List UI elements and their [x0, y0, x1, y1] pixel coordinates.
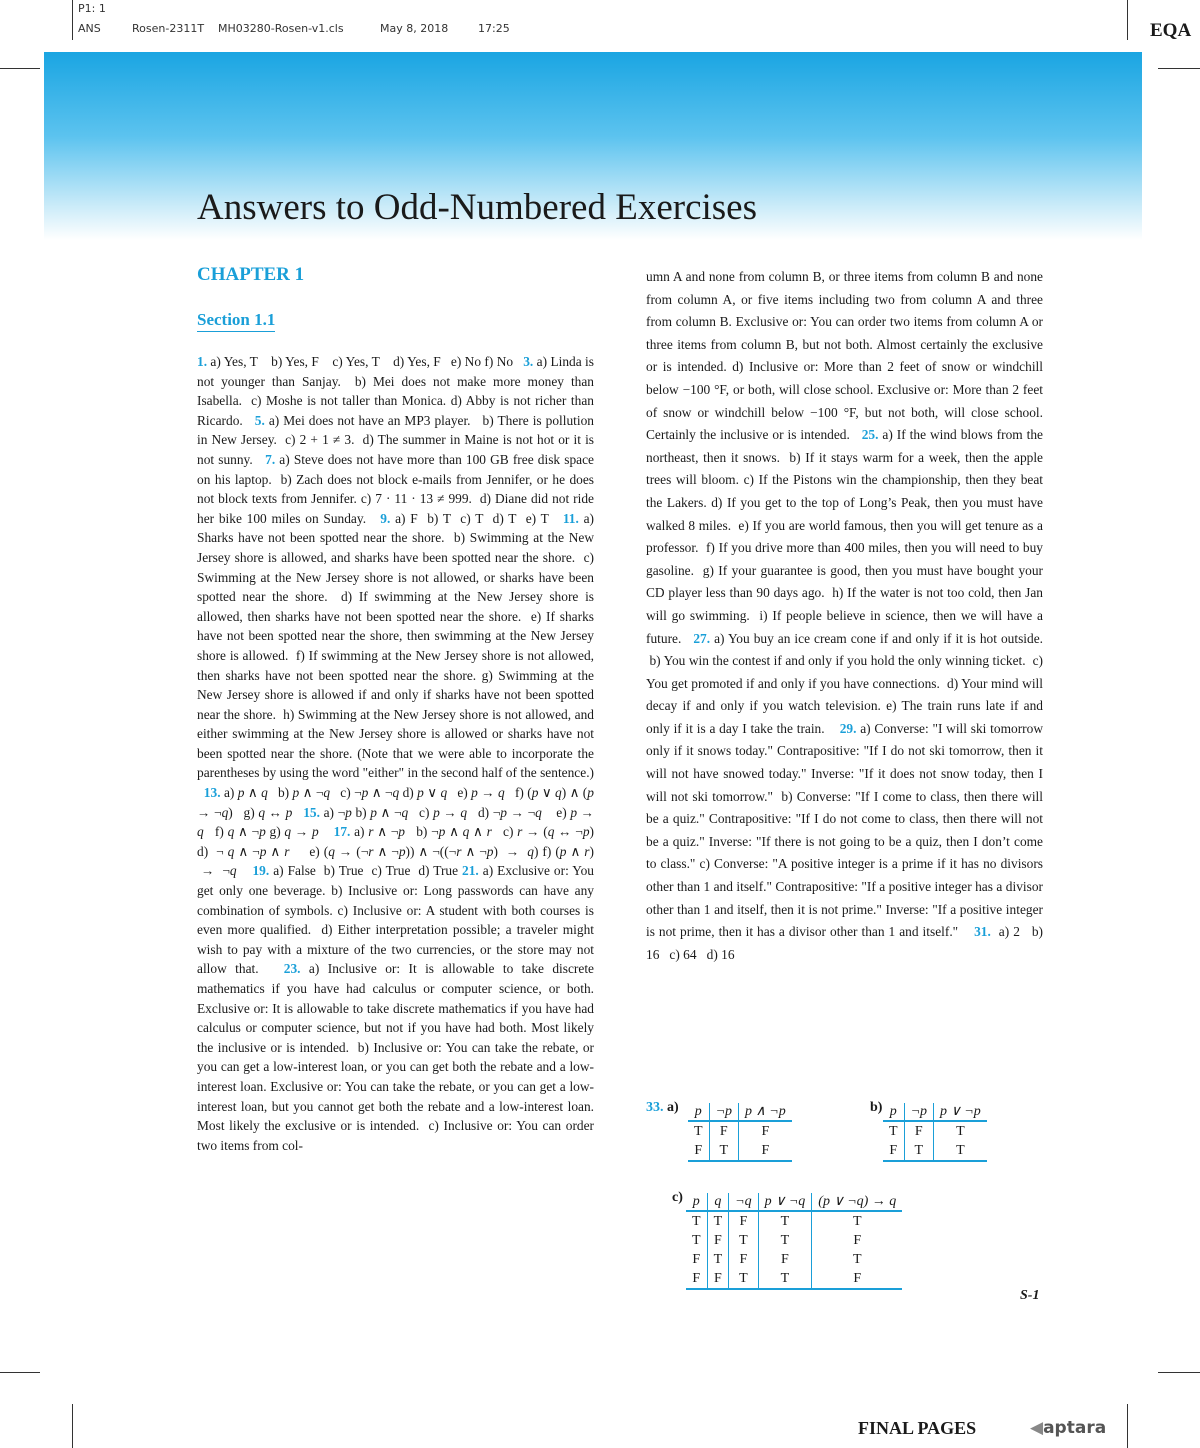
table-cell: F [692, 1252, 701, 1267]
header-ans: ANS [78, 22, 101, 35]
table-row [883, 1141, 987, 1161]
table-header-cell: p [883, 1103, 904, 1121]
table-header-cell: p [686, 1193, 707, 1211]
crop-mark [1127, 1404, 1128, 1448]
table-header-cell: p ∨ ¬q [758, 1193, 812, 1211]
section-heading: Section 1.1 [197, 310, 275, 332]
table-cell: F [707, 1269, 729, 1289]
table-header-cell: p ∨ ¬p [934, 1103, 987, 1121]
crop-mark [1158, 1372, 1200, 1373]
table-cell: T [934, 1141, 987, 1161]
table-cell: F [739, 1141, 792, 1161]
ex33-a-label: a) [667, 1100, 679, 1115]
aptara-logo: ◀aptara [1030, 1418, 1107, 1438]
table-cell: T [758, 1269, 812, 1289]
table-cell: T [758, 1211, 812, 1231]
answers-column-right: umn A and none from column B, or three items from column B and none from column A, or five items including two from column A and three from column B. Exclusive or: You can order two items from column A or three items from column B, but not both. Almost certainly the exclusive or is intended. d) Inclusive or: More than 2 feet of snow or windchill below −100 °F, or both, will close school. Exclusive or: More than 2 feet of snow or windchill below −100 °F, but not both, will close school. Certainly the inclusive or is intended. 25. a) If the wind blows from the northeast, then it snows. b) If it stays warm for a week, then the apple trees will bloom. c) If the Pistons win the championship, then they beat the Lakers. d) If you get to the top of Long’s Peak, then you must have walked 8 miles. e) If you are world famous, then you will get tenure as a professor. f) If you drive more than 400 miles, then you will need to buy gasoline. g) If your guarantee is good, then you must have bought your CD player less than 90 days ago. h) If the water is not too cold, then Jan will go swimming. i) If people believe in science, then we will have a future. 27. a) You buy an ice cream cone if and only if it is hot outside. b) You win the contest if and only if you hold the only winning ticket. c) You get promoted if and only if you have connections. d) Your mind will decay if and only if you watch television. e) The train runs late if and only if it is a day I take the train. 29. a) Converse: "I will ski tomorrow only if it snows today." Contrapositive: "If I do not ski tomorrow, then it will not have snowed today." Inverse: "If it does not snow today, then I will not ski tomorrow." b) Converse: "If I come to class, then there will be a quiz." Contrapositive: "If I do not come to class, then there will not be a quiz." Inverse: "If there is not going to be a quiz, then I don’t come to class." c) Converse: "A positive integer is a prime if it has no divisors other than 1 and itself." Contrapositive: "If a positive integer has a divisor other than 1 and itself, then it is not prime." Inverse: "If a positive integer is not prime, then it has a divisor other than 1 and itself." 31. a) 2 b) 16 c) 64 d) 16 [646, 269, 1043, 962]
truth-table-c [686, 1193, 902, 1290]
table-cell: F [758, 1250, 812, 1269]
table-row [686, 1211, 902, 1231]
table-cell: T [758, 1231, 812, 1250]
table-cell: F [688, 1141, 709, 1161]
table-cell: F [812, 1269, 903, 1289]
table-row [688, 1141, 792, 1161]
table-cell: F [707, 1231, 729, 1250]
table-header-cell: p [688, 1103, 709, 1121]
header-time: 17:25 [478, 22, 510, 35]
table-header-cell: (p ∨ ¬q) → q [812, 1193, 903, 1211]
crop-mark [72, 1404, 73, 1448]
crop-mark [72, 0, 73, 40]
table-cell: F [904, 1121, 933, 1141]
table-row [686, 1269, 902, 1289]
table-cell: T [707, 1211, 729, 1231]
table-cell: F [883, 1141, 904, 1161]
table-header-cell: ¬p [709, 1103, 738, 1121]
crop-mark [0, 1372, 40, 1373]
answers-column-left: 1. a) Yes, T b) Yes, F c) Yes, T d) Yes, F e) No f) No 3. a) Linda is not younger than Sanjay. b) Mei does not make more money than Isabella. c) Moshe is not taller than Monica. d) Abby is not richer than Ricardo. 5. a) Mei does not have an MP3 player. b) There is pollution in New Jersey. c) 2 + 1 ≠ 3. d) The summer in Maine is not hot or it is not sunny. 7. a) Steve does not have more than 100 GB free disk space on his laptop. b) Zach does not block e-mails from Jennifer, or he does not block texts from Jennifer. c) 7 · 11 · 13 ≠ 999. d) Diane did not ride her bike 100 miles on Sunday. 9. a) F b) T c) T d) T e) T 11. a) Sharks have not been spotted near the shore. b) Swimming at the New Jersey shore is allowed, and sharks have been spotted near the shore. c) Swimming at the New Jersey shore is not allowed, or sharks have been spotted near the shore. d) If swimming at the New Jersey shore is allowed, then sharks have not been spotted near the shore. e) If sharks have not been spotted near the shore, then swimming at the New Jersey shore is allowed. f) If swimming at the New Jersey shore is not allowed, then sharks have not been spotted near the shore. g) Swimming at the New Jersey shore is allowed if and only if sharks have not been spotted near the shore. h) Swimming at the New Jersey shore is not allowed, and either swimming at the New Jersey shore is allowed or sharks have not been spotted near the shore. (Note that we were able to incorporate the parentheses by using the word "either" in the second half of the sentence.) 13. a) p ∧ q b) p ∧ ¬q c) ¬p ∧ ¬q d) p ∨ q e) p → q f) (p ∨ q) ∧ (p → ¬q) g) q ↔ p 15. a) ¬p b) p ∧ ¬q c) p → q d) ¬p → ¬q e) p → q f) q ∧ ¬p g) q → p 17. a) r ∧ ¬p b) ¬p ∧ q ∧ r c) r → (q ↔ ¬p) d) ¬ q ∧ ¬p ∧ r e) (q → (¬r ∧ ¬p)) ∧ ¬((¬r ∧ ¬p) → q) f) (p ∧ r) → ¬q 19. a) False b) True c) True d) True 21. a) Exclusive or: You get only one beverage. b) Inclusive or: Long passwords can have any combination of symbols. c) Inclusive or: A student with both courses is even more qualified. d) Either interpretation possible; a traveler might wish to pay with a mixture of the two currencies, or the store may not allow that. 23. a) Inclusive or: It is allowable to take discrete mathematics if you have had calculus or computer science, or both. Exclusive or: It is allowable to take discrete mathematics if you have had calculus or computer science, but not if you have had both. Most likely the inclusive or is intended. b) Inclusive or: You can take the rebate, or you can get a low-interest loan, or you can get both the rebate and a low-interest loan. Exclusive or: You can take the rebate, or you can get a low-interest loan, but you cannot get both the rebate and a low-interest loan. Most likely the exclusive or is intended. c) Inclusive or: You can order two items from col- [197, 354, 595, 1153]
table-header-cell: q [707, 1193, 729, 1211]
table-cell: T [904, 1141, 933, 1161]
crop-mark [0, 68, 40, 69]
table-header-cell: ¬p [904, 1103, 933, 1121]
header-date: May 8, 2018 [380, 22, 449, 35]
header-p1: P1: 1 [78, 2, 106, 15]
table-header-cell: p ∧ ¬p [739, 1103, 792, 1121]
table-cell: F [709, 1121, 738, 1141]
table-cell: T [694, 1124, 703, 1139]
page-number: S-1 [1020, 1288, 1040, 1303]
table-cell: T [692, 1233, 701, 1248]
header-eqa: EQA [1150, 20, 1192, 41]
table-row [688, 1121, 792, 1141]
ex33-label [646, 1100, 679, 1116]
table-row [686, 1250, 902, 1269]
table-row [686, 1231, 902, 1250]
table-cell: T [729, 1231, 758, 1250]
header-book: Rosen-2311T [132, 22, 205, 35]
crop-mark [1127, 0, 1128, 40]
table-cell: T [812, 1211, 903, 1231]
ex33-number: 33. [646, 1100, 664, 1115]
table-cell: F [739, 1121, 792, 1141]
truth-table-b [883, 1103, 987, 1162]
table-header-cell: ¬q [729, 1193, 758, 1211]
table-cell: T [709, 1141, 738, 1161]
chapter-heading: CHAPTER 1 [197, 264, 305, 285]
table-cell: T [934, 1121, 987, 1141]
footer-final-pages: FINAL PAGES [858, 1418, 977, 1438]
ex33-b-label: b) [870, 1100, 883, 1115]
table-cell: T [812, 1250, 903, 1269]
aptara-logo-text: aptara [1043, 1418, 1107, 1438]
crop-mark [1158, 68, 1200, 69]
table-cell: T [729, 1269, 758, 1289]
table-cell: F [812, 1231, 903, 1250]
table-cell: T [889, 1124, 898, 1139]
header-file: MH03280-Rosen-v1.cls [218, 22, 344, 35]
page-title: Answers to Odd-Numbered Exercises [197, 187, 757, 228]
ex33-c-label: c) [672, 1190, 683, 1205]
table-row [883, 1121, 987, 1141]
table-cell: F [729, 1211, 758, 1231]
table-cell: F [686, 1269, 707, 1289]
table-cell: T [707, 1250, 729, 1269]
table-cell: F [729, 1250, 758, 1269]
truth-table-a [688, 1103, 792, 1162]
table-cell: T [692, 1214, 701, 1229]
